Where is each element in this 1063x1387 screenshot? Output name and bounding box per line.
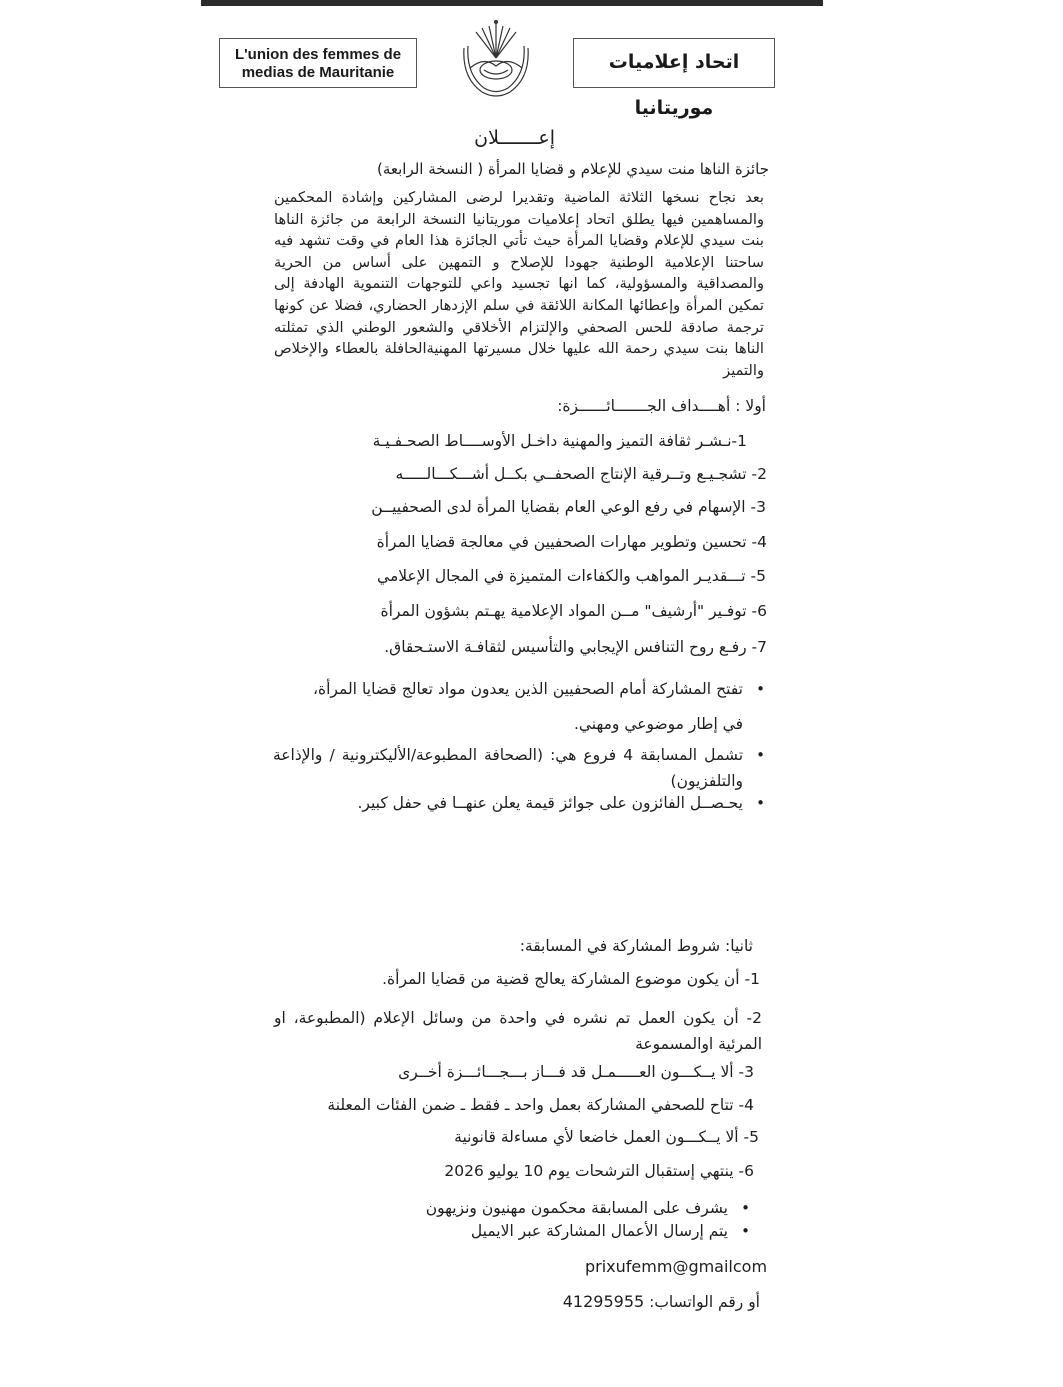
conditions-bullet: [470, 1222, 750, 1240]
goals-bullet: [273, 742, 765, 794]
bullet-dot-icon: •: [741, 1222, 750, 1240]
goals-bullet: [313, 672, 765, 742]
bullet-dot-icon: •: [756, 746, 765, 764]
header-arabic-name: اتحاد إعلاميات موريتانيا: [573, 38, 775, 88]
goal-item: 1-نـشـر ثقافة التميز والمهنية داخـل الأوســــاط الصحـفـيـة: [372, 432, 747, 450]
bullet-text: يتم إرسال الأعمال المشاركة عبر الايميل: [470, 1222, 728, 1240]
bullet-text: تفتح المشاركة أمام الصحفيين الذين يعدون مواد تعالج قضايا المرأة، في إطار موضوعي ومهني.: [313, 680, 743, 733]
french-name-line2: medias de Mauritanie: [241, 64, 395, 81]
goal-item: 6- توفـير "أرشيف" مــن المواد الإعلامية يهـتم بشؤون المرأة: [380, 602, 767, 620]
announcement-subtitle: جائزة الناها منت سيدي للإعلام و قضايا المرأة ( النسخة الرابعة): [376, 160, 769, 178]
contact-whatsapp: [563, 1292, 760, 1311]
announcement-title: إعـــــــلان: [474, 127, 555, 149]
bullet-dot-icon: •: [756, 680, 765, 698]
condition-item: 4- تتاح للصحفي المشاركة بعمل واحد ـ فقط ـ ضمن الفئات المعلنة: [327, 1096, 754, 1114]
french-name-line1: L'union des femmes de: [234, 46, 402, 63]
bullet-text: تشمل المسابقة 4 فروع هي: (الصحافة المطبوعة/الأليكترونية / والإذاعة والتلفزيون): [273, 746, 744, 790]
whatsapp-number[interactable]: 41295955: [562, 1292, 645, 1311]
contact-email[interactable]: prixufemm@gmailcom: [585, 1257, 768, 1276]
goals-heading: أولا : أهــــداف الجـــــــائــــــزة:: [557, 397, 766, 415]
conditions-bullet: [425, 1199, 750, 1217]
condition-item: 6- ينتهي إستقبال الترشحات يوم 10 يوليو 2026: [444, 1162, 754, 1180]
union-logo-icon: [454, 18, 538, 104]
goal-item: 4- تحسين وتطوير مهارات الصحفيين في معالجة قضايا المرأة: [376, 533, 767, 551]
top-border: [201, 0, 823, 6]
goal-item: 5- تـــقديـر المواهب والكفاءات المتميزة في المجال الإعلامي: [377, 567, 766, 585]
bullet-text: يشرف على المسابقة محكمون مهنيون ونزيهون: [425, 1199, 728, 1217]
condition-item: 2- أن يكون العمل تم نشره في واحدة من وسائل الإعلام (المطبوعة، او المرئية اوالمسموعة: [274, 1009, 762, 1053]
conditions-heading: ثانيا: شروط المشاركة في المسابقة:: [519, 937, 753, 955]
header-french-name: [219, 38, 417, 88]
whatsapp-label: أو رقم الواتساب:: [649, 1293, 760, 1311]
goal-item: 3- الإسهام في رفع الوعي العام بقضايا المرأة لدى الصحفييــن: [371, 498, 766, 516]
condition-item: 5- ألا يــكـــون العمل خاضعا لأي مساءلة قانونية: [454, 1128, 759, 1146]
goal-item: 2- تشجـيـع وتــرقية الإنتاج الصحفــي بكــل أشـــكـــالـــــه: [395, 465, 767, 483]
condition-item: 1- أن يكون موضوع المشاركة يعالج قضية من قضايا المرأة.: [382, 970, 760, 988]
goals-bullet: [357, 794, 765, 812]
bullet-text: يحـصــل الفائزون على جوائز قيمة يعلن عنهــا في حفل كبير.: [357, 794, 743, 812]
condition-item: 3- ألا يــكـــون العـــــمـل قد فـــاز بـــجـــائـــزة أخــرى: [398, 1063, 754, 1081]
goal-item: 7- رفـع روح التنافس الإيجابي والتأسيس لثقافـة الاستـحقاق.: [384, 638, 767, 656]
intro-paragraph: بعد نجاح نسخها الثلاثة الماضية وتقديرا لرضى المشاركين وإشادة المحكمين والمساهمين فيها يطلق اتحاد إعلاميات موريتانيا النسخة الرابعة من جائزة الناها بنت سيدي للإعلام وقضايا المرأة حيث تأتي الجائزة هذا العام في وقت تشهد فيه ساحتنا الإعلامية الوطنية جهودا للإصلاح و التمهين على أساس من الحرية والمصداقية والمسؤولية، كما انها تجسيد واعي للتوجهات التنموية الهادفة إلى تمكين المرأة وإعطائها المكانة اللائقة في سلم الإزدهار الحضاري، فضلا عن كونها ترجمة صادقة للحس الصحفي والإلتزام الأخلاقي والشعور الوطني الذي تمثلته الناها بنت سيدي رحمة الله عليها خلال مسيرتها المهنيةالحافلة بالعطاء والإخلاص والتميز: [274, 189, 764, 379]
bullet-dot-icon: •: [741, 1199, 750, 1217]
bullet-dot-icon: •: [756, 794, 765, 812]
